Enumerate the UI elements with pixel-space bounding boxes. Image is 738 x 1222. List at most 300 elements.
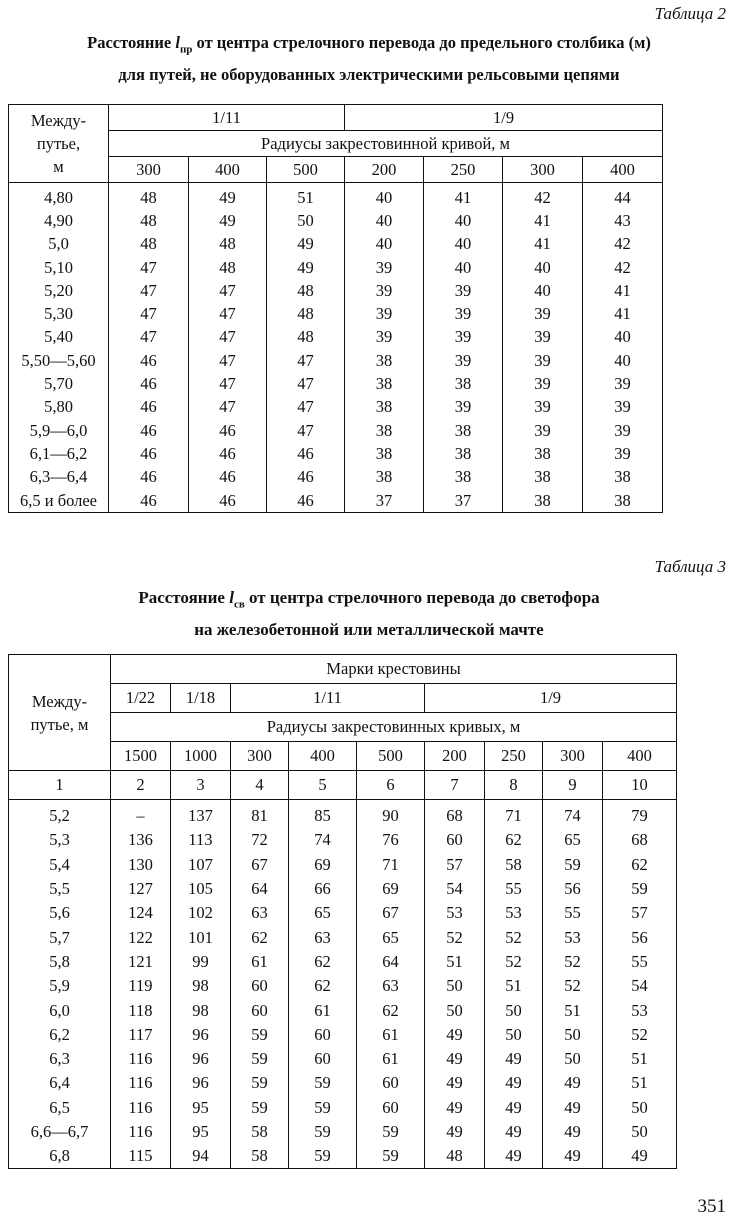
- table-cell: 46: [109, 466, 189, 489]
- table-cell: 62: [231, 925, 289, 949]
- table-row: [9, 828, 677, 852]
- table2-group-1-11: 1/11: [109, 105, 345, 131]
- table-row: [9, 1144, 677, 1169]
- table-cell: 49: [425, 1023, 485, 1047]
- table-cell: 49: [267, 233, 345, 256]
- table-cell: 53: [425, 901, 485, 925]
- table-cell: 95: [171, 1120, 231, 1144]
- table-cell: 39: [583, 442, 663, 465]
- table2-body: [9, 183, 663, 513]
- table3-title-subscript: св: [233, 598, 245, 611]
- table3-radius-header-cell: 500: [357, 742, 425, 771]
- table-row: [9, 853, 677, 877]
- table-cell: 50: [603, 1096, 677, 1120]
- table-cell: 38: [503, 466, 583, 489]
- table3-mark-1-18: 1/18: [171, 684, 231, 713]
- table-cell: 40: [424, 256, 503, 279]
- table-cell: 53: [543, 925, 603, 949]
- table-cell: 47: [189, 396, 267, 419]
- table-cell: 41: [503, 209, 583, 232]
- table-row: [9, 1071, 677, 1095]
- table-cell: 39: [503, 396, 583, 419]
- table2-title: [0, 30, 738, 87]
- table-cell: 49: [485, 1047, 543, 1071]
- table-cell: 46: [109, 419, 189, 442]
- table-cell: 107: [171, 853, 231, 877]
- table-cell: 101: [171, 925, 231, 949]
- row-header-cell: 5,7: [9, 925, 111, 949]
- row-header-cell: 6,4: [9, 1071, 111, 1095]
- row-header-cell: 5,5: [9, 877, 111, 901]
- row-header-cell: 5,0: [9, 233, 109, 256]
- table-cell: 58: [485, 853, 543, 877]
- table-cell: 52: [485, 925, 543, 949]
- table-cell: 64: [357, 950, 425, 974]
- row-header-cell: 5,70: [9, 372, 109, 395]
- table-row: [9, 442, 663, 465]
- row-header-cell: 6,6—6,7: [9, 1120, 111, 1144]
- table3-mark-1-22: 1/22: [111, 684, 171, 713]
- table-cell: 52: [603, 1023, 677, 1047]
- table-cell: 67: [231, 853, 289, 877]
- table-cell: 40: [345, 183, 424, 210]
- table-cell: 46: [109, 489, 189, 513]
- table-cell: 50: [485, 998, 543, 1022]
- table-cell: 48: [109, 233, 189, 256]
- table-cell: 38: [345, 442, 424, 465]
- table-cell: 50: [603, 1120, 677, 1144]
- table-cell: 63: [289, 925, 357, 949]
- table-cell: 47: [109, 256, 189, 279]
- table-cell: 51: [485, 974, 543, 998]
- table-cell: 39: [345, 279, 424, 302]
- table-cell: 42: [583, 233, 663, 256]
- table-row: [9, 419, 663, 442]
- row-header-cell: 5,4: [9, 853, 111, 877]
- table-cell: 37: [345, 489, 424, 513]
- table-row: [9, 800, 677, 829]
- table3-radii-header: Радиусы закрестовинных кривых, м: [111, 713, 677, 742]
- table-cell: 38: [345, 372, 424, 395]
- table-cell: 65: [543, 828, 603, 852]
- table-row: [9, 396, 663, 419]
- table-cell: 38: [424, 442, 503, 465]
- table-row: [9, 489, 663, 513]
- table-cell: 58: [231, 1120, 289, 1144]
- row-header-cell: 5,50—5,60: [9, 349, 109, 372]
- table-cell: 63: [357, 974, 425, 998]
- table3-title-symbol: l: [229, 588, 234, 607]
- table-cell: 40: [503, 279, 583, 302]
- table-cell: 49: [425, 1047, 485, 1071]
- table-cell: 49: [267, 256, 345, 279]
- table-cell: 51: [603, 1071, 677, 1095]
- table-cell: 116: [111, 1096, 171, 1120]
- table-cell: 130: [111, 853, 171, 877]
- table3-corner-header: Между- путье, м: [9, 655, 111, 771]
- table-row: [9, 349, 663, 372]
- table-cell: 59: [357, 1144, 425, 1169]
- table-cell: 48: [267, 279, 345, 302]
- table-row: [9, 950, 677, 974]
- table-cell: 59: [231, 1023, 289, 1047]
- table-cell: 51: [425, 950, 485, 974]
- table-cell: 63: [231, 901, 289, 925]
- table-cell: 61: [357, 1047, 425, 1071]
- row-header-cell: 6,8: [9, 1144, 111, 1169]
- column-number-cell: 5: [289, 771, 357, 800]
- table-cell: 121: [111, 950, 171, 974]
- table-cell: 50: [425, 998, 485, 1022]
- table-cell: 39: [424, 302, 503, 325]
- table-cell: 55: [603, 950, 677, 974]
- table-row: [9, 233, 663, 256]
- table-cell: 61: [357, 1023, 425, 1047]
- table-cell: 49: [543, 1096, 603, 1120]
- table-cell: 40: [424, 233, 503, 256]
- table-cell: 51: [543, 998, 603, 1022]
- table-row: [9, 302, 663, 325]
- column-number-cell: 1: [9, 771, 111, 800]
- table-cell: 50: [485, 1023, 543, 1047]
- table3-radius-header-cell: 200: [425, 742, 485, 771]
- table-cell: 52: [485, 950, 543, 974]
- table3: [8, 654, 677, 1169]
- table-cell: 38: [503, 442, 583, 465]
- row-header-cell: 5,10: [9, 256, 109, 279]
- row-header-cell: 5,20: [9, 279, 109, 302]
- table-cell: 47: [109, 302, 189, 325]
- table3-body: [9, 800, 677, 1169]
- table-cell: 41: [424, 183, 503, 210]
- table-cell: 39: [345, 302, 424, 325]
- table-cell: 59: [289, 1071, 357, 1095]
- table-cell: –: [111, 800, 171, 829]
- table-cell: 62: [289, 950, 357, 974]
- table2-radius-header-cell: 300: [109, 157, 189, 183]
- table-cell: 59: [231, 1071, 289, 1095]
- table-cell: 56: [543, 877, 603, 901]
- table-cell: 37: [424, 489, 503, 513]
- table-cell: 49: [543, 1120, 603, 1144]
- table-cell: 64: [231, 877, 289, 901]
- table-cell: 38: [424, 372, 503, 395]
- table-cell: 53: [603, 998, 677, 1022]
- table-cell: 44: [583, 183, 663, 210]
- table-cell: 117: [111, 1023, 171, 1047]
- table-row: [9, 974, 677, 998]
- row-header-cell: 6,1—6,2: [9, 442, 109, 465]
- table-cell: 60: [289, 1023, 357, 1047]
- table3-radius-header-cell: 400: [289, 742, 357, 771]
- table-row: [9, 925, 677, 949]
- table3-title-line1: Расстояние $l_{св}$ от центра стрелочного перевода до светофора: [138, 588, 600, 611]
- table-cell: 116: [111, 1071, 171, 1095]
- table-cell: 46: [267, 466, 345, 489]
- row-header-cell: 5,2: [9, 800, 111, 829]
- table-cell: 62: [357, 998, 425, 1022]
- row-header-cell: 5,30: [9, 302, 109, 325]
- table-cell: 124: [111, 901, 171, 925]
- table-cell: 39: [424, 396, 503, 419]
- table3-radius-header-cell: 400: [603, 742, 677, 771]
- table-cell: 62: [289, 974, 357, 998]
- column-number-cell: 9: [543, 771, 603, 800]
- table-cell: 49: [485, 1071, 543, 1095]
- table2-label: Таблица 2: [654, 4, 726, 23]
- table-cell: 43: [583, 209, 663, 232]
- table2-radii-header: Радиусы закрестовинной кривой, м: [109, 131, 663, 157]
- row-header-cell: 5,40: [9, 326, 109, 349]
- table-cell: 38: [345, 396, 424, 419]
- table-cell: 49: [485, 1144, 543, 1169]
- table-cell: 47: [267, 372, 345, 395]
- table-cell: 59: [231, 1096, 289, 1120]
- column-number-cell: 6: [357, 771, 425, 800]
- column-number-cell: 3: [171, 771, 231, 800]
- row-header-cell: 5,8: [9, 950, 111, 974]
- table-cell: 38: [345, 466, 424, 489]
- table-cell: 51: [603, 1047, 677, 1071]
- row-header-cell: 5,80: [9, 396, 109, 419]
- table3-label: Таблица 3: [654, 557, 726, 576]
- table-cell: 95: [171, 1096, 231, 1120]
- table-cell: 79: [603, 800, 677, 829]
- table-cell: 38: [503, 489, 583, 513]
- table-cell: 39: [583, 396, 663, 419]
- table-cell: 118: [111, 998, 171, 1022]
- row-header-cell: 5,6: [9, 901, 111, 925]
- table-cell: 39: [503, 349, 583, 372]
- table-row: [9, 901, 677, 925]
- table-cell: 49: [485, 1120, 543, 1144]
- row-header-cell: 6,0: [9, 998, 111, 1022]
- table-cell: 74: [289, 828, 357, 852]
- table-cell: 49: [189, 209, 267, 232]
- table-cell: 85: [289, 800, 357, 829]
- table-cell: 38: [424, 466, 503, 489]
- table-cell: 102: [171, 901, 231, 925]
- table-cell: 48: [189, 256, 267, 279]
- table3-mark-1-11: 1/11: [231, 684, 425, 713]
- table-cell: 81: [231, 800, 289, 829]
- table-row: [9, 877, 677, 901]
- table-cell: 99: [171, 950, 231, 974]
- table2-radius-header-cell: 400: [583, 157, 663, 183]
- table-cell: 47: [189, 279, 267, 302]
- table-cell: 40: [424, 209, 503, 232]
- table-cell: 116: [111, 1120, 171, 1144]
- table-cell: 39: [424, 279, 503, 302]
- table2-title-line1: Расстояние $l_{пр}$ от центра стрелочного перевода до предельного столбика (м): [87, 33, 651, 56]
- table-row: [9, 279, 663, 302]
- table-cell: 53: [485, 901, 543, 925]
- table-cell: 90: [357, 800, 425, 829]
- table-cell: 48: [109, 183, 189, 210]
- table-cell: 96: [171, 1047, 231, 1071]
- table-cell: 136: [111, 828, 171, 852]
- table-cell: 46: [189, 489, 267, 513]
- row-header-cell: 5,3: [9, 828, 111, 852]
- table-cell: 52: [543, 974, 603, 998]
- table-cell: 38: [583, 466, 663, 489]
- table-cell: 46: [189, 466, 267, 489]
- table-cell: 59: [231, 1047, 289, 1071]
- table-cell: 48: [425, 1144, 485, 1169]
- table2-group-1-9: 1/9: [345, 105, 663, 131]
- table-cell: 47: [109, 279, 189, 302]
- table-cell: 127: [111, 877, 171, 901]
- table-cell: 46: [109, 442, 189, 465]
- table-cell: 50: [543, 1023, 603, 1047]
- table3-mark-1-9: 1/9: [425, 684, 677, 713]
- table-cell: 96: [171, 1071, 231, 1095]
- table-cell: 56: [603, 925, 677, 949]
- table-cell: 61: [289, 998, 357, 1022]
- row-header-cell: 6,3—6,4: [9, 466, 109, 489]
- table-cell: 48: [267, 326, 345, 349]
- column-number-cell: 4: [231, 771, 289, 800]
- table-cell: 62: [603, 853, 677, 877]
- table2-radius-header-cell: 250: [424, 157, 503, 183]
- table-cell: 67: [357, 901, 425, 925]
- table-row: [9, 998, 677, 1022]
- table-cell: 49: [189, 183, 267, 210]
- table-row: [9, 466, 663, 489]
- table-cell: 60: [357, 1071, 425, 1095]
- table3-marks-header: Марки крестовины: [111, 655, 677, 684]
- table-cell: 40: [583, 326, 663, 349]
- table-cell: 38: [345, 419, 424, 442]
- table-row: [9, 183, 663, 210]
- table-row: [9, 256, 663, 279]
- row-header-cell: 6,3: [9, 1047, 111, 1071]
- table-cell: 137: [171, 800, 231, 829]
- table-cell: 52: [425, 925, 485, 949]
- table-cell: 47: [109, 326, 189, 349]
- table-cell: 59: [357, 1120, 425, 1144]
- table2-radius-header-cell: 200: [345, 157, 424, 183]
- table-cell: 49: [425, 1120, 485, 1144]
- column-number-cell: 7: [425, 771, 485, 800]
- table3-radius-header-cell: 1000: [171, 742, 231, 771]
- table-cell: 46: [109, 396, 189, 419]
- table-cell: 71: [485, 800, 543, 829]
- table-cell: 98: [171, 998, 231, 1022]
- table-cell: 72: [231, 828, 289, 852]
- table-cell: 47: [189, 372, 267, 395]
- column-number-cell: 8: [485, 771, 543, 800]
- table-cell: 115: [111, 1144, 171, 1169]
- table2: [8, 104, 663, 513]
- table-cell: 39: [503, 372, 583, 395]
- table-cell: 62: [485, 828, 543, 852]
- table-cell: 49: [425, 1071, 485, 1095]
- table-cell: 60: [357, 1096, 425, 1120]
- table-cell: 46: [109, 372, 189, 395]
- table-row: [9, 1047, 677, 1071]
- table-cell: 66: [289, 877, 357, 901]
- table-cell: 47: [189, 349, 267, 372]
- table-cell: 65: [357, 925, 425, 949]
- table-cell: 94: [171, 1144, 231, 1169]
- table-cell: 69: [357, 877, 425, 901]
- table-cell: 59: [289, 1096, 357, 1120]
- table2-title-subscript: пр: [179, 43, 193, 56]
- table2-radius-header-cell: 400: [189, 157, 267, 183]
- table-row: [9, 326, 663, 349]
- table2-title-symbol: l: [175, 33, 180, 52]
- table3-title: [0, 585, 738, 642]
- table-row: [9, 1120, 677, 1144]
- table-cell: 65: [289, 901, 357, 925]
- table-cell: 69: [289, 853, 357, 877]
- table-cell: 38: [345, 349, 424, 372]
- table-cell: 122: [111, 925, 171, 949]
- table-cell: 60: [231, 974, 289, 998]
- page-number: 351: [697, 1196, 726, 1217]
- table-cell: 46: [189, 442, 267, 465]
- table-cell: 39: [583, 419, 663, 442]
- table-cell: 39: [424, 326, 503, 349]
- table-cell: 105: [171, 877, 231, 901]
- table-cell: 39: [583, 372, 663, 395]
- table-cell: 76: [357, 828, 425, 852]
- table-cell: 40: [503, 256, 583, 279]
- table-cell: 50: [543, 1047, 603, 1071]
- table-cell: 50: [267, 209, 345, 232]
- table-cell: 40: [345, 233, 424, 256]
- table-cell: 47: [189, 326, 267, 349]
- table-cell: 68: [603, 828, 677, 852]
- table-cell: 61: [231, 950, 289, 974]
- table-cell: 60: [425, 828, 485, 852]
- table-cell: 71: [357, 853, 425, 877]
- table-cell: 59: [289, 1144, 357, 1169]
- table-cell: 46: [189, 419, 267, 442]
- table-cell: 119: [111, 974, 171, 998]
- table3-radius-header-cell: 300: [543, 742, 603, 771]
- table-cell: 58: [231, 1144, 289, 1169]
- table-cell: 57: [603, 901, 677, 925]
- table-cell: 49: [425, 1096, 485, 1120]
- table2-radius-header-cell: 500: [267, 157, 345, 183]
- table-cell: 39: [503, 302, 583, 325]
- table-cell: 40: [345, 209, 424, 232]
- row-header-cell: 6,2: [9, 1023, 111, 1047]
- table-cell: 52: [543, 950, 603, 974]
- table-cell: 38: [583, 489, 663, 513]
- table-cell: 39: [345, 256, 424, 279]
- row-header-cell: 6,5 и более: [9, 489, 109, 513]
- table-cell: 60: [289, 1047, 357, 1071]
- table-cell: 51: [267, 183, 345, 210]
- table-cell: 38: [424, 419, 503, 442]
- table2-radius-header-cell: 300: [503, 157, 583, 183]
- table-cell: 48: [267, 302, 345, 325]
- table-cell: 54: [425, 877, 485, 901]
- table-cell: 39: [503, 326, 583, 349]
- row-header-cell: 6,5: [9, 1096, 111, 1120]
- table-cell: 46: [267, 442, 345, 465]
- table-cell: 47: [267, 349, 345, 372]
- table-cell: 48: [109, 209, 189, 232]
- table-cell: 60: [231, 998, 289, 1022]
- table3-radius-header-cell: 300: [231, 742, 289, 771]
- table-cell: 116: [111, 1047, 171, 1071]
- table-row: [9, 209, 663, 232]
- row-header-cell: 4,90: [9, 209, 109, 232]
